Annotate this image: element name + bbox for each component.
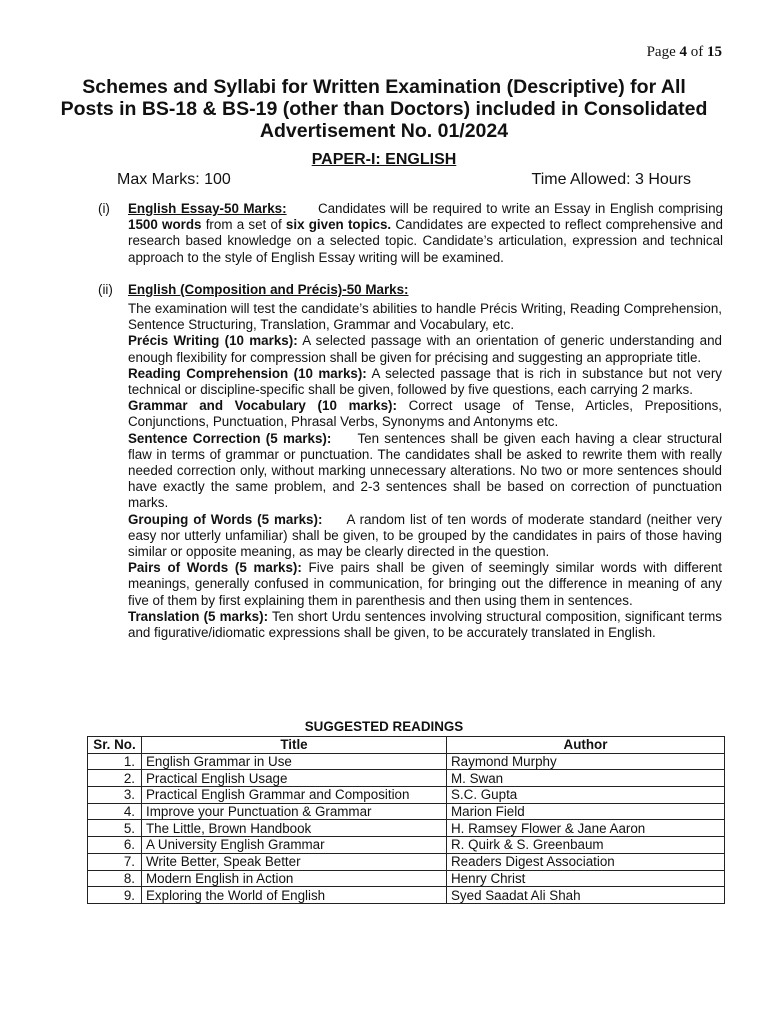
syllabus-item-text: Ten sentences shall be given each having a clear structural flaw in terms of grammar or punctuation. The candidates shall be asked to rewrite them with really needed correction only, without marking unnecessary alterations. No two or more sentences should have exactly the same problem, and 2-3 sentences shall be based on correction of punctuation marks. <box>128 430 726 511</box>
section-heading: English Essay-50 Marks: <box>128 201 287 216</box>
section-heading: English (Composition and Précis)-50 Marks: <box>128 282 409 297</box>
book-title: Improve your Punctuation & Grammar <box>142 803 447 820</box>
syllabus-item-text: A random list of ten words of moderate standard (neither very easy nor utterly unfamiliar) shall be given, to be grouped by the candidates in pairs of those having similar or opposite meaning, as may be clearly directed in the question. <box>128 511 726 560</box>
book-author: R. Quirk & S. Greenbaum <box>447 837 725 854</box>
syllabus-item-text: A selected passage that is rich in substance but not very technical or discipline-specific shall be given, followed by five questions, each carrying 2 marks. <box>128 365 722 398</box>
readings-heading: SUGGESTED READINGS <box>304 719 464 734</box>
page-number-prefix: Page <box>646 44 680 60</box>
sr-no: 7. <box>88 853 142 870</box>
column-header-title: Title <box>142 737 447 754</box>
syllabus-item-label: Sentence Correction (5 marks): <box>128 430 332 446</box>
essay-text: from a set of <box>201 217 286 233</box>
syllabus-item <box>128 366 722 398</box>
paper-heading: PAPER-I: ENGLISH <box>311 151 457 168</box>
syllabus-item-text: Correct usage of Tense, Articles, Prepositions, Conjunctions, Punctuation, Phrasal Verbs, Synonyms and Antonyms etc. <box>128 398 722 430</box>
book-author: Raymond Murphy <box>447 753 725 770</box>
book-author: H. Ramsey Flower & Jane Aaron <box>447 820 725 837</box>
syllabus-item-label: Reading Comprehension (10 marks): <box>128 365 367 381</box>
essay-topics: six given topics. <box>285 217 392 233</box>
syllabus-item-label: Pairs of Words (5 marks): <box>128 560 302 576</box>
essay-text: Candidates are expected to reflect comprehensive and research based knowledge on a selected topic. Candidate’s articulation, expression and technical approach to the style of English Essay writing will be examined. <box>128 217 723 265</box>
syllabus-item-label: Translation (5 marks): <box>128 608 269 624</box>
syllabus-item <box>128 511 726 561</box>
book-author: Henry Christ <box>447 870 725 887</box>
syllabus-item <box>128 333 722 365</box>
table-row <box>88 820 725 837</box>
sr-no: 3. <box>88 787 142 804</box>
section-essay <box>98 201 723 266</box>
table-row <box>88 753 725 770</box>
page-number-middle: of <box>687 44 707 60</box>
section-intro: The examination will test the candidate’s abilities to handle Précis Writing, Reading Comprehension, Sentence Structuring, Translation, Grammar and Vocabulary, etc. <box>128 301 722 333</box>
table-header-row <box>88 737 725 754</box>
table-row <box>88 770 725 787</box>
syllabus-item <box>128 609 722 641</box>
section-number: (ii) <box>98 282 113 297</box>
book-title: Practical English Usage <box>142 770 447 787</box>
sr-no: 8. <box>88 870 142 887</box>
book-title: Write Better, Speak Better <box>142 853 447 870</box>
table-row <box>88 837 725 854</box>
document-title: Schemes and Syllabi for Written Examination (Descriptive) for All Posts in BS-18 & BS-19 (other than Doctors) included in Consolidated Advertisement No. 01/2024 <box>60 76 708 142</box>
syllabus-item-label: Précis Writing (10 marks): <box>128 333 298 349</box>
syllabus-item <box>128 560 722 609</box>
syllabus-item <box>128 398 722 430</box>
book-title: Practical English Grammar and Composition <box>142 787 447 804</box>
sr-no: 4. <box>88 803 142 820</box>
table-row <box>88 787 725 804</box>
sr-no: 5. <box>88 820 142 837</box>
book-title: Exploring the World of English <box>142 887 447 904</box>
book-author: S.C. Gupta <box>447 787 725 804</box>
book-title: English Grammar in Use <box>142 753 447 770</box>
table-row <box>88 853 725 870</box>
max-marks: Max Marks: 100 <box>117 171 231 188</box>
syllabus-item-label: Grouping of Words (5 marks): <box>128 511 323 527</box>
book-title: A University English Grammar <box>142 837 447 854</box>
page-number-current: 4 <box>679 44 687 60</box>
essay-word-count: 1500 words <box>128 217 202 233</box>
time-allowed: Time Allowed: 3 Hours <box>531 171 691 188</box>
section-essay-content <box>128 201 723 266</box>
book-title: The Little, Brown Handbook <box>142 820 447 837</box>
table-row <box>88 803 725 820</box>
book-author: Syed Saadat Ali Shah <box>447 887 725 904</box>
section-composition-body <box>128 301 726 641</box>
sr-no: 6. <box>88 837 142 854</box>
section-number: (i) <box>98 201 110 216</box>
sr-no: 9. <box>88 887 142 904</box>
syllabus-item-text: Ten short Urdu sentences involving structural composition, significant terms and figurative/idiomatic expressions shall be given, to be accurately translated in English. <box>128 608 722 641</box>
book-author: M. Swan <box>447 770 725 787</box>
section-composition-heading <box>98 282 409 297</box>
page-number <box>647 44 722 61</box>
syllabus-item-text: Five pairs shall be given of seemingly similar words with different meanings, generally confused in communication, for bringing out the difference in meaning of any five of them by first explaining them in parenthesis and then using them in sentences. <box>128 560 723 608</box>
book-author: Readers Digest Association <box>447 853 725 870</box>
syllabus-item <box>128 430 726 512</box>
table-row <box>88 870 725 887</box>
column-header-sr: Sr. No. <box>88 737 142 754</box>
page-number-total: 15 <box>707 44 722 60</box>
book-author: Marion Field <box>447 803 725 820</box>
sr-no: 2. <box>88 770 142 787</box>
syllabus-item-label: Grammar and Vocabulary (10 marks): <box>128 398 397 414</box>
readings-table <box>87 736 725 904</box>
column-header-author: Author <box>447 737 725 754</box>
book-title: Modern English in Action <box>142 870 447 887</box>
marks-row <box>117 171 691 189</box>
essay-text: Candidates will be required to write an Essay in English comprising <box>317 201 723 216</box>
sr-no: 1. <box>88 753 142 770</box>
syllabus-item-text: A selected passage with an orientation of generic understanding and enough flexibility for compression shall be given for précising and suggesting an appropriate title. <box>128 333 722 365</box>
table-row <box>88 887 725 904</box>
